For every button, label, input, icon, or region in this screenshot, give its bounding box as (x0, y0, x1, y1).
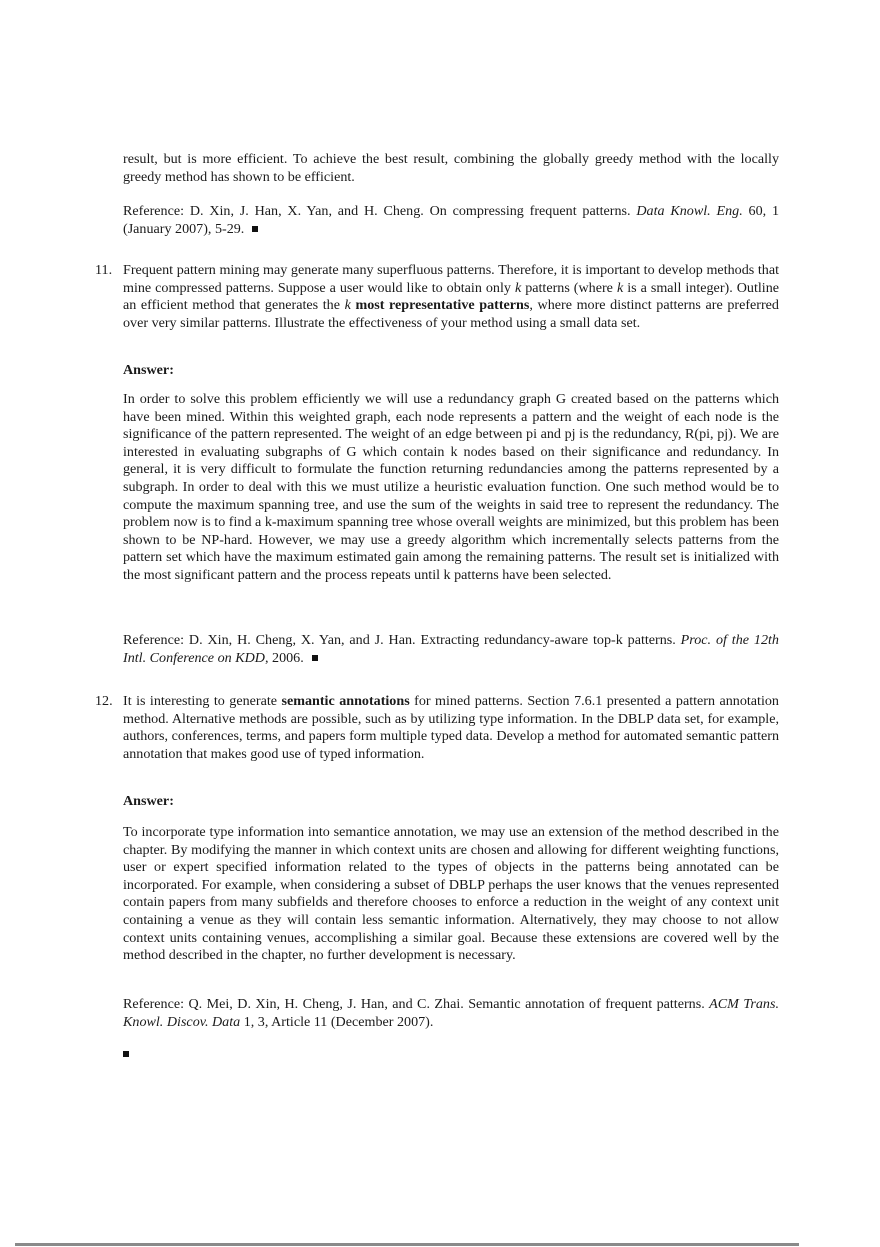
answer-12-qed (123, 1046, 779, 1064)
answer-11-label (123, 362, 779, 380)
reference-journal: Data Knowl. Eng. (636, 203, 743, 219)
question-text (123, 693, 779, 763)
reference-text: , 2006. (264, 649, 304, 666)
end-of-proof-square-icon (123, 1051, 129, 1057)
answer-11-text (123, 391, 779, 585)
reference-venue: Proc. of the 12th Intl. Conference on KDD (123, 632, 779, 666)
answer-11-reference (123, 632, 779, 667)
reference-journal: ACM Trans. Knowl. Discov. Data (123, 996, 779, 1030)
paragraph-text: In order to solve this problem efficiently we will use a redundancy graph G created based on the patterns which have been mined. Within this weighted graph, each node represents a pattern and the weight of each node is the significance of the pattern represented. The weight of an edge between pi and pj is the redundancy, R(pi, pj). We are interested in evaluating subgraphs of G which contain k nodes based on their significance and redundancy. In general, it is very difficult to formulate the function returning redundancies among the patterns represented by a subgraph. In order to deal with this we must utilize a heuristic evaluation function. One such method would be to compute the maximum spanning tree, and use the sum of the weights in said tree to represent the redundancy. The problem now is to find a k-maximum spanning tree whose overall weights are minimized, but this problem has been shown to be NP-hard. However, we may use a greedy algorithm which incrementally selects patterns from the pattern set which have the maximum estimated gain among the remaining patterns. The result set is initialized with the most significant pattern and the process repeats until k patterns have been selected. (123, 391, 779, 583)
end-of-proof-square-icon (252, 226, 258, 232)
question-text (123, 262, 779, 332)
question-number: 12. (95, 693, 113, 709)
answer-label: Answer: (123, 362, 174, 378)
reference-text: Reference: D. Xin, H. Cheng, X. Yan, and J. Han. Extracting redundancy-aware top-k patterns. (123, 632, 681, 648)
text: for mined patterns. Section 7.6.1 presented a pattern annotation method. Alternative methods are possible, such as by utilizing type information. In the DBLP data set, for example, authors, conferences, terms, and papers form multiple typed data. Develop a method for automated semantic pattern annotation that makes good use of typed information. (123, 693, 779, 762)
end-of-proof-square-icon (312, 655, 318, 661)
text: is a small integer). Outline an efficient method that generates the (123, 279, 779, 314)
math-k: k (344, 297, 351, 314)
reference-text: Reference: Q. Mei, D. Xin, H. Cheng, J. Han, and C. Zhai. Semantic annotation of frequent patterns. (123, 996, 710, 1012)
bold-term: semantic annotations (281, 693, 410, 709)
text: Frequent pattern mining may generate many superfluous patterns. Therefore, it is important to develop methods that mine compressed patterns. Suppose a user would like to obtain only (123, 262, 779, 296)
bold-term: most representative patterns (350, 297, 530, 314)
question-12 (95, 693, 779, 763)
answer-12-label (123, 793, 779, 811)
math-k: k (616, 279, 624, 296)
paragraph-text: To incorporate type information into semantice annotation, we may use an extension of the method described in the chapter. By modifying the manner in which context units are chosen and allowing for different weighting functions, user or expert specified information related to the types of objects in the patterns being annotated can be incorporated. For example, when considering a subset of DBLP perhaps the user knows that the venues represented contain papers from many subfields and therefore chooses to enforce a reduction in the weight of any context unit containing a venue as they will contain less semantic information. Alternatively, they may choose to not allow context units containing venues, accomplishing a similar goal. Because these extensions are covered well by the method described in the chapter, no further development is necessary. (123, 824, 779, 964)
reference-text: 1, 3, Article 11 (December 2007). (240, 1013, 434, 1030)
question-number: 11. (95, 262, 113, 278)
answer-12-text (123, 824, 779, 965)
math-k: k (514, 279, 522, 296)
page-bottom-rule (15, 1243, 799, 1246)
answer-label: Answer: (123, 793, 174, 809)
text: patterns (where (521, 279, 617, 296)
answer-12-reference (123, 996, 779, 1031)
prev-answer-continuation (123, 151, 779, 186)
prev-answer-reference (123, 203, 779, 238)
reference-text: Reference: D. Xin, J. Han, X. Yan, and H. Cheng. On compressing frequent patterns. (123, 203, 637, 219)
reference-text: 60, 1 (January 2007), 5-29. (123, 203, 779, 237)
text: , where more distinct patterns are preferred over very similar patterns. Illustrate the effectiveness of your method using a small data set. (123, 297, 779, 331)
paragraph-text: result, but is more efficient. To achieve the best result, combining the globally greedy method with the locally greedy method has shown to be efficient. (123, 151, 779, 185)
text: It is interesting to generate (123, 693, 282, 709)
question-11 (95, 262, 779, 332)
